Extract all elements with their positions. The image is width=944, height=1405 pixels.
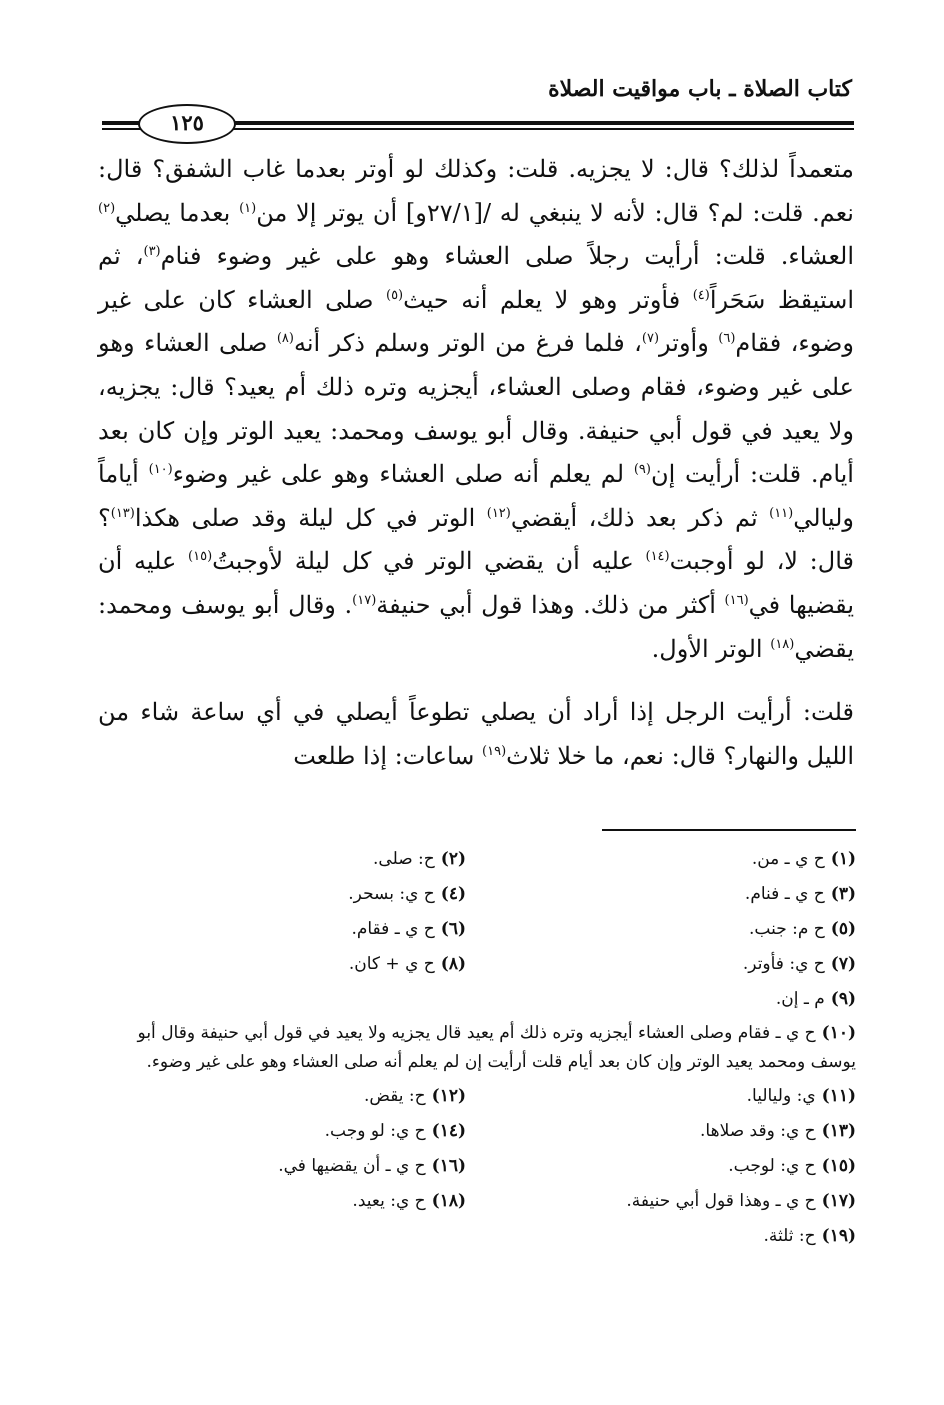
footnote-number: (١٥) — [821, 1156, 856, 1176]
text-run: أكثر من ذلك. وهذا قول أبي حنيفة — [376, 590, 725, 619]
footnote-marker: (١٧) — [352, 592, 377, 608]
footnote-number: (٥) — [830, 919, 856, 939]
footnote-number: (١٩) — [821, 1226, 856, 1246]
footnote-marker: (١٨) — [770, 636, 795, 652]
footnote-number: (١٨) — [431, 1191, 466, 1211]
footnote-number: (٢) — [440, 849, 466, 869]
running-header: كتاب الصلاة ـ باب مواقيت الصلاة — [548, 76, 852, 102]
main-text — [98, 148, 854, 778]
footnote-text: ح ي ـ فنام. — [744, 884, 825, 904]
footnote-marker: (١٦) — [724, 592, 749, 608]
paragraph-1 — [98, 148, 854, 671]
text-run: فأوتر وهو لا يعلم أنه حيث — [403, 285, 693, 314]
text-run: الوتر في كل ليلة وقد صلى هكذا — [134, 503, 487, 532]
footnote-text: ح ي ـ وهذا قول أبي حنيفة. — [626, 1191, 816, 1211]
footnote-text: ح ي ـ فقام وصلى العشاء أيجزيه وتره ذلك أم يعيد قال يجزيه ولا يعيد في قول أبي حنيفة وقال أبو يوسف ومحمد يعيد الوتر وإن كان بعد أيام قلت أرأيت إن لم يعلم أنه صلى العشاء وهو على غير وضوء. — [137, 1023, 856, 1072]
text-run: متعمداً لذلك؟ قال: لا يجزيه. قلت: وكذلك لو أوتر بعدما غاب الشفق؟ قال: نعم. قلت: لم؟ قال: لأنه لا ينبغي له /[٢٧/١و] أن يوتر إلا من — [98, 155, 854, 227]
text-run: أياماً وليالي — [98, 460, 855, 532]
footnote-text: ح م: جنب. — [748, 919, 825, 939]
footnote-text: ح ي: لوجب. — [728, 1156, 816, 1176]
footnote-marker: (٨) — [276, 331, 294, 347]
footnote-item — [496, 1223, 856, 1250]
text-run: صلى العشاء كان على غير وضوء، فقام — [98, 285, 854, 358]
footnote-number: (١٦) — [431, 1156, 466, 1176]
footnote-number: (١٠) — [821, 1023, 856, 1043]
footnote-number: (١٣) — [821, 1121, 856, 1141]
footnote-number: (٦) — [440, 919, 466, 939]
footnote-text: ح ي: وقد صلاها. — [700, 1121, 816, 1141]
footnote-text: م ـ إن. — [775, 989, 825, 1009]
footnote-marker: (٢) — [98, 200, 116, 216]
text-run: ؟ قال: لا، لو أوجبت — [98, 503, 854, 576]
footnote-number: (١) — [830, 849, 856, 869]
footnotes-group-a — [98, 846, 856, 1013]
footnote-text: ح ي ـ أن يقضيها في. — [278, 1156, 426, 1176]
footnote-marker: (٣) — [143, 244, 161, 260]
footnote-item — [106, 1153, 466, 1180]
text-run: عليه أن يقضيها في — [98, 547, 855, 619]
footnote-marker: (١) — [239, 200, 257, 216]
text-run: عليه أن يقضي الوتر في كل ليلة لأوجبتُ — [212, 547, 646, 576]
footnote-item — [106, 1083, 466, 1110]
footnote-number: (٩) — [830, 989, 856, 1009]
footnote-marker: (١٢) — [486, 505, 511, 521]
footnote-item — [496, 1153, 856, 1180]
footnote-marker: (٦) — [718, 331, 736, 347]
footnote-marker: (٩) — [633, 462, 651, 478]
footnote-item — [98, 1019, 856, 1077]
footnotes — [98, 846, 856, 1250]
footnote-marker: (١٤) — [645, 549, 670, 565]
footnote-text: ح ي: يعيد. — [352, 1191, 426, 1211]
footnote-text: ح ي: لو وجب. — [324, 1121, 426, 1141]
footnote-number: (١٢) — [431, 1086, 466, 1106]
footnote-marker: (١٣) — [110, 505, 135, 521]
footnote-item — [106, 951, 466, 978]
footnote-text: ح: صلى. — [373, 849, 435, 869]
footnote-item — [496, 986, 856, 1013]
footnote-text: ح ي ـ فقام. — [351, 919, 435, 939]
text-run: وأوتر — [659, 329, 719, 358]
footnote-text: ح: ثلثة. — [763, 1226, 816, 1246]
footnote-number: (١١) — [821, 1086, 856, 1106]
footnote-item — [106, 846, 466, 873]
footnote-marker: (٧) — [641, 331, 660, 347]
text-run: قلت: أرأيت الرجل إذا أراد أن يصلي تطوعاً أيصلي في أي ساعة شاء من الليل والنهار؟ قال: نعم، ما خلا ثلاث — [98, 698, 854, 770]
footnote-item — [106, 1188, 466, 1215]
footnote-item — [496, 951, 856, 978]
footnote-item — [496, 846, 856, 873]
footnote-text: ي: ولياليا. — [746, 1086, 816, 1106]
text-run: الوتر الأول. — [651, 634, 771, 663]
footnote-marker: (٤) — [692, 287, 710, 303]
footnote-text: ح ي + كان. — [348, 954, 435, 974]
footnote-marker: (١٩) — [482, 743, 507, 759]
footnote-number: (٣) — [830, 884, 856, 904]
footnote-text: ح: يقض. — [363, 1086, 426, 1106]
text-run: بعدما يصلي — [115, 198, 240, 227]
footnote-number: (١٧) — [821, 1191, 856, 1211]
footnote-number: (٤) — [440, 884, 466, 904]
page-number: ١٢٥ — [138, 104, 236, 144]
footnote-item — [496, 1083, 856, 1110]
paragraph-2 — [98, 691, 854, 778]
text-run: صلى العشاء وهو على غير وضوء، فقام وصلى العشاء، أيجزيه وتره ذلك أم يعيد؟ قال: يجزيه، ولا يعيد في قول أبي حنيفة. وقال أبو يوسف ومحمد: يعيد الوتر وإن كان بعد أيام. قلت: أرأيت إن — [98, 329, 855, 489]
footnote-text: ح ي ـ من. — [751, 849, 825, 869]
footnote-item — [496, 1118, 856, 1145]
footnote-item — [496, 881, 856, 908]
text-run: ساعات: إذا طلعت — [293, 741, 483, 770]
footnote-text: ح ي: فأوتر. — [742, 954, 825, 974]
text-run: لم يعلم أنه صلى العشاء وهو على غير وضوء — [172, 460, 634, 489]
footnote-item — [106, 881, 466, 908]
footnote-text: ح ي: بسحر. — [348, 884, 435, 904]
footnote-item — [496, 1188, 856, 1215]
text-run: . وقال أبو يوسف ومحمد: يقضي — [98, 590, 854, 663]
footnote-item — [106, 916, 466, 943]
footnote-number: (٨) — [440, 954, 466, 974]
footnote-marker: (١١) — [769, 505, 794, 521]
footnote-number: (١٤) — [431, 1121, 466, 1141]
footnote-separator — [602, 829, 856, 831]
text-run: ثم ذكر بعد ذلك، أيقضي — [510, 503, 770, 532]
footnote-marker: (١٥) — [188, 549, 213, 565]
text-run: ، فلما فرغ من الوتر وسلم ذكر أنه — [293, 329, 642, 358]
text-run: ، ثم استيقظ سَحَراً — [98, 242, 855, 314]
footnote-marker: (١٠) — [148, 462, 173, 478]
footnote-marker: (٥) — [385, 287, 404, 303]
text-run: العشاء. قلت: أرأيت رجلاً صلى العشاء وهو على غير وضوء فنام — [160, 242, 854, 271]
footnote-item — [106, 1118, 466, 1145]
footnotes-group-b — [98, 1083, 856, 1250]
footnote-item — [496, 916, 856, 943]
footnote-number: (٧) — [830, 954, 856, 974]
